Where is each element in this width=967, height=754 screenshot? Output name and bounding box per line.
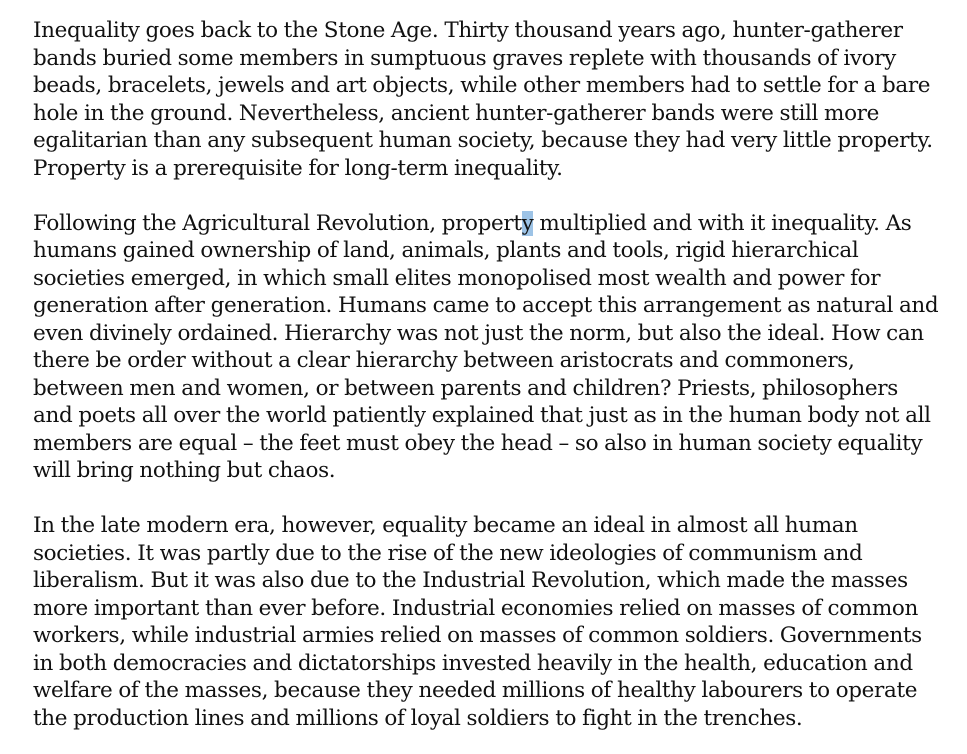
text-line: societies. It was partly due to the rise of the new ideologies of communism and [33, 540, 863, 566]
text-line: in both democracies and dictatorships invested heavily in the health, education and [33, 650, 913, 676]
text-line: bands buried some members in sumptuous graves replete with thousands of ivory [33, 45, 896, 71]
text-selection-highlight[interactable]: y [521, 210, 534, 236]
text-segment: multiplied and with it inequality. As [533, 210, 912, 236]
text-line: even divinely ordained. Hierarchy was not just the norm, but also the ideal. How can [33, 320, 924, 346]
text-line: beads, bracelets, jewels and art objects, while other members had to settle for a bare [33, 73, 931, 98]
text-line: liberalism. But it was also due to the Industrial Revolution, which made the masses [33, 568, 908, 593]
text-line: will bring nothing but chaos. [33, 458, 336, 483]
text-line: and poets all over the world patiently explained that just as in the human body not all [33, 403, 931, 428]
text-line: In the late modern era, however, equality became an ideal in almost all human [33, 513, 858, 538]
text-line: members are equal – the feet must obey the head – so also in human society equality [33, 430, 923, 456]
text-line-with-selection [33, 210, 947, 238]
paragraph-3[interactable] [33, 512, 947, 732]
text-line: generation after generation. Humans came to accept this arrangement as natural and [33, 293, 939, 318]
text-line: hole in the ground. Nevertheless, ancient hunter-gatherer bands were still more [33, 100, 879, 126]
text-line: between men and women, or between parents and children? Priests, philosophers [33, 375, 898, 401]
text-line: there be order without a clear hierarchy between aristocrats and commoners, [33, 348, 855, 373]
text-line: societies emerged, in which small elites monopolised most wealth and power for [33, 265, 881, 291]
paragraph-2[interactable] [33, 210, 947, 485]
text-line: welfare of the masses, because they needed millions of healthy labourers to operate [33, 678, 918, 703]
text-line: humans gained ownership of land, animals, plants and tools, rigid hierarchical [33, 238, 859, 263]
text-segment: Following the Agricultural Revolution, propert [33, 210, 522, 236]
text-line: the production lines and millions of loyal soldiers to fight in the trenches. [33, 705, 803, 731]
text-line: workers, while industrial armies relied on masses of common soldiers. Governments [33, 623, 922, 648]
paragraph-1[interactable] [33, 17, 947, 182]
text-line: egalitarian than any subsequent human society, because they had very little property. [33, 128, 933, 153]
text-line: Inequality goes back to the Stone Age. Thirty thousand years ago, hunter-gatherer [33, 18, 903, 43]
text-line: more important than ever before. Industrial economies relied on masses of common [33, 595, 918, 621]
text-line: Property is a prerequisite for long-term inequality. [33, 155, 563, 181]
